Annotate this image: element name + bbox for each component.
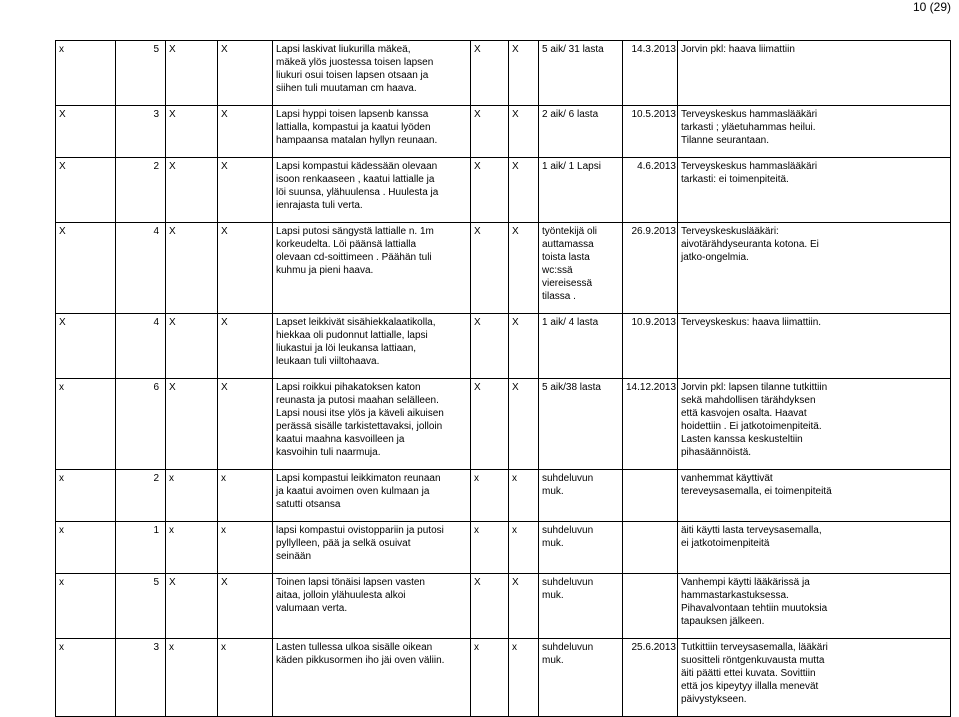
mark-cell: X — [166, 158, 218, 223]
group-size-cell: 2 aik/ 6 lasta — [539, 106, 623, 158]
mark-cell: x — [509, 639, 539, 717]
description-cell: lapsi kompastui ovistoppariin ja putosi pyllylleen, pää ja selkä osuivat seinään — [273, 522, 471, 574]
mark-cell: x — [218, 639, 273, 717]
table-row — [56, 574, 951, 639]
group-size-cell: 5 aik/ 31 lasta — [539, 41, 623, 106]
mark-cell: X — [218, 223, 273, 314]
incident-table — [55, 40, 951, 717]
severity-cell: 5 — [116, 41, 166, 106]
date-cell — [623, 470, 678, 522]
mark-cell: X — [471, 574, 509, 639]
mark-cell: x — [471, 522, 509, 574]
mark-cell: x — [56, 379, 116, 470]
mark-cell: x — [56, 470, 116, 522]
date-cell — [623, 574, 678, 639]
mark-cell: X — [471, 314, 509, 379]
mark-cell: x — [56, 522, 116, 574]
mark-cell: X — [218, 379, 273, 470]
description-cell: Lapsi kompastui kädessään olevaan isoon renkaaseen , kaatui lattialle ja löi suunsa, ylähuulensa . Huulesta ja ienrajasta tuli verta. — [273, 158, 471, 223]
action-cell: Terveyskeskus hammaslääkäri tarkasti ; yläetuhammas heilui. Tilanne seurantaan. — [678, 106, 951, 158]
mark-cell: x — [471, 639, 509, 717]
action-cell: Jorvin pkl: lapsen tilanne tutkittiin sekä mahdollisen tärähdyksen että kasvojen osalta. Haavat hoidettiin . Ei jatkotoimenpiteitä. Lasten kanssa keskusteltiin pihasäännöistä. — [678, 379, 951, 470]
action-cell: Terveyskeskus hammaslääkäri tarkasti: ei toimenpiteitä. — [678, 158, 951, 223]
mark-cell: X — [471, 223, 509, 314]
date-cell: 14.12.2013 — [623, 379, 678, 470]
mark-cell: x — [509, 522, 539, 574]
mark-cell: X — [166, 574, 218, 639]
action-cell: vanhemmat käyttivät tereveysasemalla, ei toimenpiteitä — [678, 470, 951, 522]
mark-cell: X — [509, 158, 539, 223]
action-cell: Terveyskeskuslääkäri: aivotärähdyseuranta kotona. Ei jatko-ongelmia. — [678, 223, 951, 314]
date-cell: 14.3.2013 — [623, 41, 678, 106]
action-cell: Terveyskeskus: haava liimattiin. — [678, 314, 951, 379]
table-row — [56, 223, 951, 314]
mark-cell: X — [218, 158, 273, 223]
description-cell: Lapsi putosi sängystä lattialle n. 1m korkeudelta. Löi päänsä lattialla olevaan cd-soittimeen . Päähän tuli kuhmu ja pieni haava. — [273, 223, 471, 314]
group-size-cell: suhdeluvun muk. — [539, 639, 623, 717]
severity-cell: 2 — [116, 158, 166, 223]
mark-cell: X — [56, 158, 116, 223]
severity-cell: 3 — [116, 106, 166, 158]
date-cell — [623, 522, 678, 574]
mark-cell: X — [166, 41, 218, 106]
mark-cell: X — [56, 223, 116, 314]
group-size-cell: suhdeluvun muk. — [539, 522, 623, 574]
mark-cell: X — [509, 223, 539, 314]
mark-cell: x — [166, 639, 218, 717]
mark-cell: X — [166, 379, 218, 470]
mark-cell: X — [509, 379, 539, 470]
group-size-cell: 5 aik/38 lasta — [539, 379, 623, 470]
mark-cell: X — [509, 314, 539, 379]
description-cell: Lapsi roikkui pihakatoksen katon reunasta ja putosi maahan selälleen. Lapsi nousi itse ylös ja käveli aikuisen perässä sisälle tarkistettavaksi, jolloin kaatui maahna kasvoilleen ja kasvoihin tuli naarmuja. — [273, 379, 471, 470]
date-cell: 10.9.2013 — [623, 314, 678, 379]
date-cell: 4.6.2013 — [623, 158, 678, 223]
group-size-cell: 1 aik/ 4 lasta — [539, 314, 623, 379]
severity-cell: 2 — [116, 470, 166, 522]
mark-cell: x — [56, 41, 116, 106]
date-cell: 25.6.2013 — [623, 639, 678, 717]
severity-cell: 4 — [116, 223, 166, 314]
mark-cell: X — [166, 106, 218, 158]
mark-cell: x — [56, 639, 116, 717]
date-cell: 10.5.2013 — [623, 106, 678, 158]
mark-cell: X — [218, 41, 273, 106]
mark-cell: X — [471, 41, 509, 106]
mark-cell: x — [166, 522, 218, 574]
group-size-cell: työntekijä oli auttamassa toista lasta wc:ssä viereisessä tilassa . — [539, 223, 623, 314]
table-row — [56, 158, 951, 223]
table-row — [56, 314, 951, 379]
mark-cell: X — [471, 379, 509, 470]
table-body — [56, 41, 951, 717]
mark-cell: X — [166, 314, 218, 379]
table-row — [56, 470, 951, 522]
group-size-cell: suhdeluvun muk. — [539, 470, 623, 522]
mark-cell: X — [166, 223, 218, 314]
severity-cell: 6 — [116, 379, 166, 470]
mark-cell: X — [218, 314, 273, 379]
mark-cell: X — [218, 574, 273, 639]
mark-cell: X — [471, 106, 509, 158]
description-cell: Lapsi hyppi toisen lapsenb kanssa lattialla, kompastui ja kaatui lyöden hampaansa matalan hyllyn reunaan. — [273, 106, 471, 158]
date-cell: 26.9.2013 — [623, 223, 678, 314]
mark-cell: x — [166, 470, 218, 522]
table-row — [56, 639, 951, 717]
mark-cell: x — [509, 470, 539, 522]
table-row — [56, 106, 951, 158]
description-cell: Lapsi kompastui leikkimaton reunaan ja kaatui avoimen oven kulmaan ja satutti otsansa — [273, 470, 471, 522]
action-cell: Jorvin pkl: haava liimattiin — [678, 41, 951, 106]
action-cell: Tutkittiin terveysasemalla, lääkäri suositteli röntgenkuvausta mutta äiti päätti ettei kuvata. Sovittiin että jos kipeytyy illalla menevät päivystykseen. — [678, 639, 951, 717]
group-size-cell: suhdeluvun muk. — [539, 574, 623, 639]
table-row — [56, 522, 951, 574]
description-cell: Lapsi laskivat liukurilla mäkeä, mäkeä ylös juostessa toisen lapsen liukuri osui toisen lapsen otsaan ja siihen tuli muutaman cm haava. — [273, 41, 471, 106]
mark-cell: x — [471, 470, 509, 522]
severity-cell: 4 — [116, 314, 166, 379]
action-cell: Vanhempi käytti lääkärissä ja hammastarkastuksessa. Pihavalvontaan tehtiin muutoksia tapauksen jälkeen. — [678, 574, 951, 639]
group-size-cell: 1 aik/ 1 Lapsi — [539, 158, 623, 223]
table-row — [56, 379, 951, 470]
table-row — [56, 41, 951, 106]
mark-cell: X — [56, 314, 116, 379]
mark-cell: x — [218, 470, 273, 522]
mark-cell: X — [509, 41, 539, 106]
severity-cell: 5 — [116, 574, 166, 639]
mark-cell: X — [218, 106, 273, 158]
mark-cell: X — [56, 106, 116, 158]
description-cell: Lasten tullessa ulkoa sisälle oikean käden pikkusormen iho jäi oven väliin. — [273, 639, 471, 717]
mark-cell: x — [56, 574, 116, 639]
mark-cell: x — [218, 522, 273, 574]
description-cell: Lapset leikkivät sisähiekkalaatikolla, hiekkaa oli pudonnut lattialle, lapsi liukastui ja löi leukansa lattiaan, leukaan tuli viiltohaava. — [273, 314, 471, 379]
action-cell: äiti käytti lasta terveysasemalla, ei jatkotoimenpiteitä — [678, 522, 951, 574]
mark-cell: X — [471, 158, 509, 223]
mark-cell: X — [509, 574, 539, 639]
page-number: 10 (29) — [912, 0, 951, 14]
severity-cell: 1 — [116, 522, 166, 574]
mark-cell: X — [509, 106, 539, 158]
description-cell: Toinen lapsi tönäisi lapsen vasten aitaa, jolloin ylähuulesta alkoi valumaan verta. — [273, 574, 471, 639]
severity-cell: 3 — [116, 639, 166, 717]
